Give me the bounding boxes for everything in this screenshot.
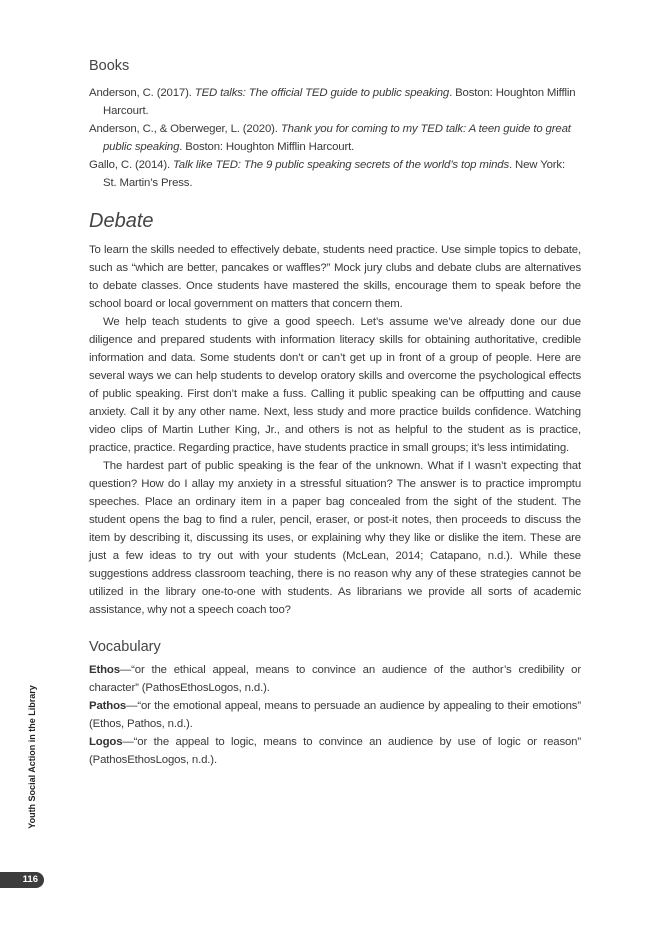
running-title xyxy=(24,680,38,840)
running-title-text: Youth Social Action in the Library xyxy=(27,685,37,829)
vocab-definition: —“or the emotional appeal, means to persuade an audience by appealing to their emotions” (Ethos, Pathos, n.d.). xyxy=(89,700,581,730)
ref-publisher: . Boston: Houghton Mifflin Harcourt. xyxy=(103,87,576,117)
ref-title: Talk like TED: The 9 public speaking secrets of the world’s top minds xyxy=(173,159,510,171)
vocab-term: Ethos xyxy=(89,664,120,676)
vocabulary-heading: Vocabulary xyxy=(89,639,161,655)
ref-author: Gallo, C. (2014). xyxy=(89,159,174,171)
body-paragraph: The hardest part of public speaking is the fear of the unknown. What if I wasn’t expecting that question? How do I allay my anxiety in a stressful situation? The answer is to practice impromptu speeches. Place an ordinary item in a paper bag concealed from the sight of the student. The student opens the bag to find a ruler, pencil, eraser, or post-it notes, then proceeds to discuss the item by describing it, discussing its uses, or explaining why they like or dislike the item. These are just a few ideas to try out with your students (McLean, 2014; Catapano, n.d.). While these suggestions address classroom teaching, there is no reason why any of these strategies cannot be utilized in the library one-to-one with students. As librarians we provide all sorts of academic assistance, why not a speech coach too? xyxy=(89,460,581,616)
page-content xyxy=(89,58,581,769)
vocab-term: Logos xyxy=(89,736,123,748)
body-paragraph: We help teach students to give a good speech. Let’s assume we’ve already done our due diligence and prepared students with information literacy skills for obtaining authoritative, credible information and data. Some students don’t or can’t get up in front of a group of people. Here are several ways we can help students to develop oratory skills and overcome the psychological effects of public speaking. First don’t make a fuss. Calling it public speaking can be offputting and cause anxiety. Call it by any other name. Next, less study and more practice builds confidence. Watching video clips of Martin Luther King, Jr., and others is not as helpful to the student as is practice, practice, practice. Regarding practice, have students practice in small groups; it’s less intimidating. xyxy=(89,316,581,454)
ref-author: Anderson, C. (2017). xyxy=(89,87,195,99)
ref-title: Thank you for coming to my TED talk: A teen guide to great public speaking xyxy=(103,123,571,153)
ref-publisher: . New York: St. Martin’s Press. xyxy=(103,159,565,189)
page-number-tab xyxy=(0,872,44,888)
vocab-entry xyxy=(89,733,581,769)
page-number: 116 xyxy=(22,874,38,885)
books-heading: Books xyxy=(89,58,130,74)
debate-heading: Debate xyxy=(89,210,154,232)
vocab-term: Pathos xyxy=(89,700,127,712)
ref-author: Anderson, C., & Oberweger, L. (2020). xyxy=(89,123,281,135)
reference-entry xyxy=(89,84,581,120)
body-paragraph: To learn the skills needed to effectively debate, students need practice. Use simple topics to debate, such as “which are better, pancakes or waffles?” Mock jury clubs and debate clubs are alternatives to debate classes. Once students have mastered the skills, encourage them to speak before the school board or local government on matters that concern them. xyxy=(89,244,581,310)
reference-entry xyxy=(89,120,581,156)
ref-title: TED talks: The official TED guide to public speaking xyxy=(194,87,450,99)
vocab-definition: —“or the appeal to logic, means to convince an audience by use of logic or reason” (PathosEthosLogos, n.d.). xyxy=(89,736,581,766)
reference-entry xyxy=(89,156,581,192)
vocab-definition: —“or the ethical appeal, means to convince an audience of the author’s credibility or character” (PathosEthosLogos, n.d.). xyxy=(89,664,581,694)
vocab-entry xyxy=(89,697,581,733)
vocab-entry xyxy=(89,661,581,697)
ref-publisher: . Boston: Houghton Mifflin Harcourt. xyxy=(179,141,355,153)
